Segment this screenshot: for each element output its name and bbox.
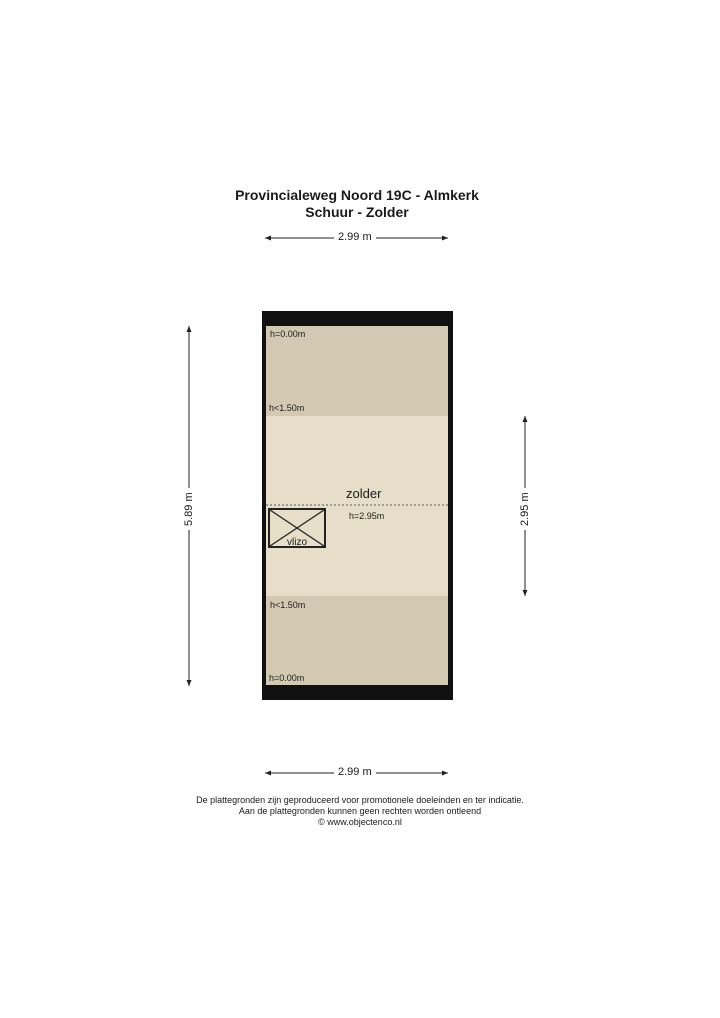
bottom-width-label: 2.99 m [334,766,376,779]
left-height-label: 5.89 m [183,488,196,530]
attic-hatch-label: vlizo [287,537,308,548]
height-label-bottom-transition: h<1.50m [270,600,306,610]
height-label-top-edge: h=0.00m [270,329,306,339]
address-title: Provincialeweg Noord 19C - Almkerk [235,187,479,203]
right-height-label: 2.95 m [519,488,532,530]
copyright-line: © www.objectenco.nl [318,817,402,827]
disclaimer-line-1: De plattegronden zijn geproduceerd voor promotionele doeleinden en ter indicatie. [196,795,524,805]
height-label-bottom-edge: h=0.00m [269,673,305,683]
disclaimer-line-2: Aan de plattegronden kunnen geen rechten worden ontleend [238,806,482,816]
height-label-top-transition: h<1.50m [269,403,305,413]
room-name: zolder [346,486,382,501]
top-width-label: 2.99 m [334,231,376,244]
room-ceiling-height: h=2.95m [349,511,385,521]
floor-title: Schuur - Zolder [305,204,409,220]
